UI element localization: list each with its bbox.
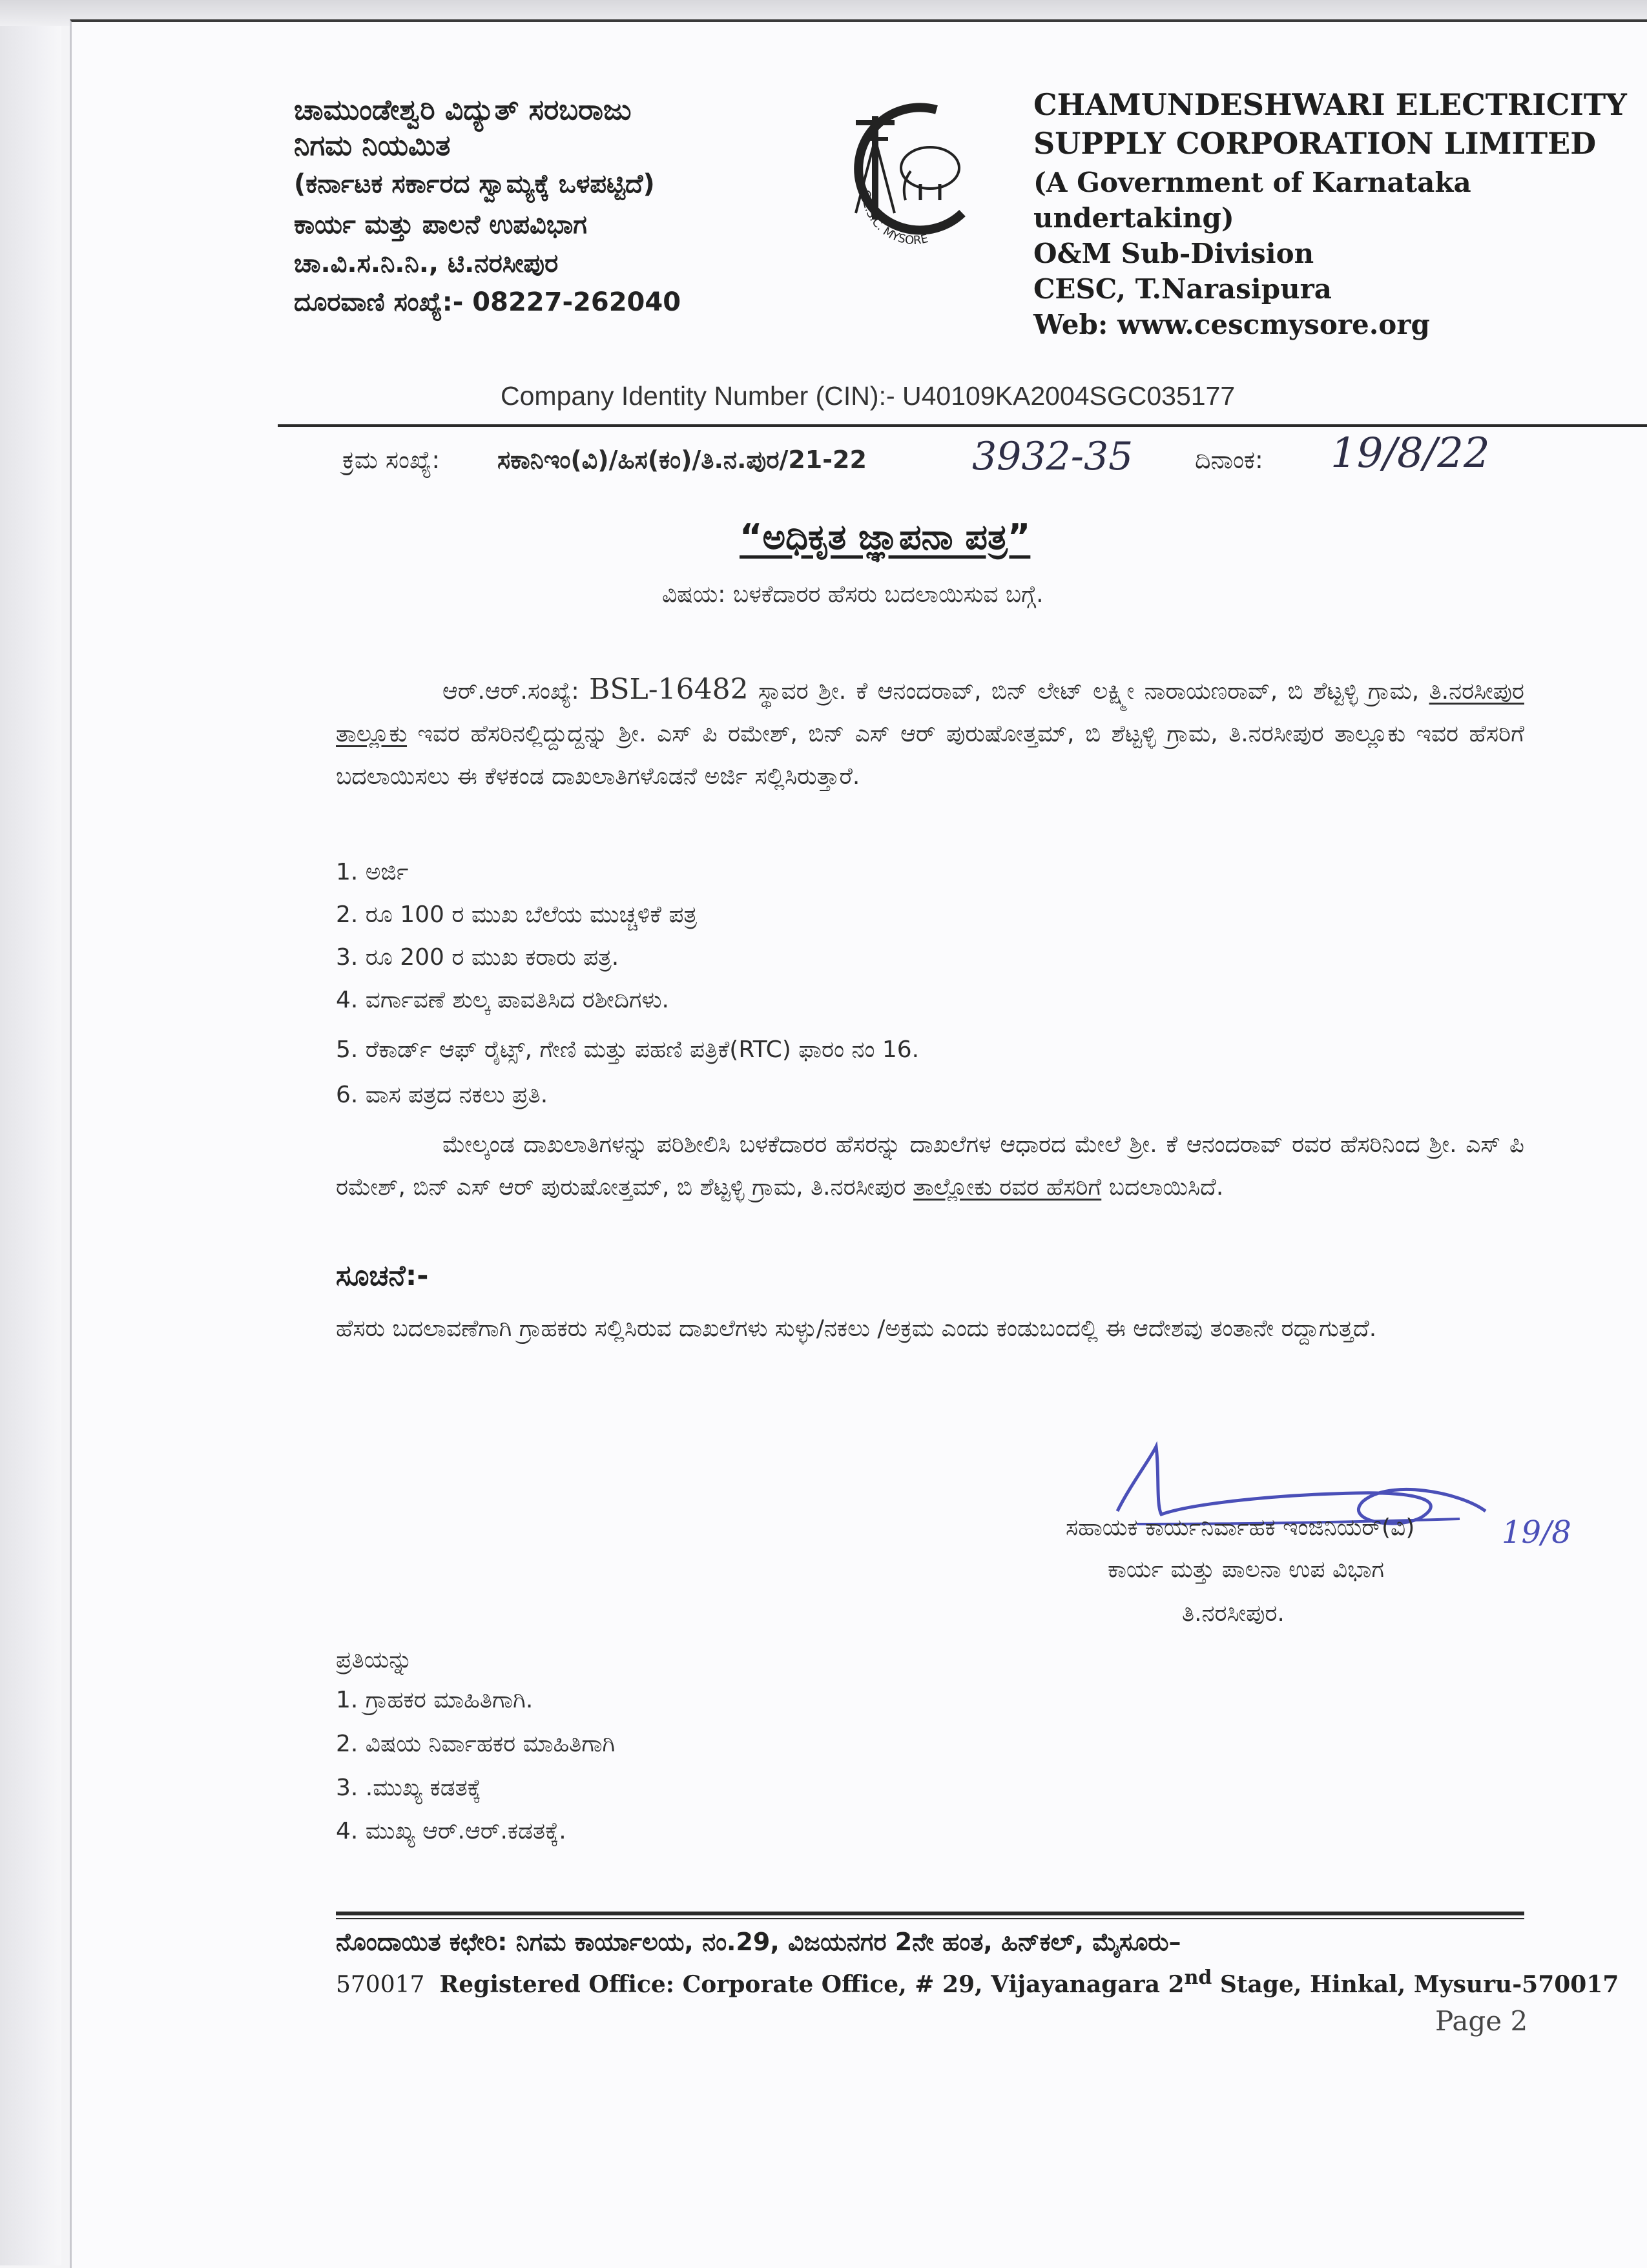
footer-kannada-address: ನೊಂದಾಯಿತ ಕಛೇರಿ: ನಿಗಮ ಕಾರ್ಯಾಲಯ, ನಂ.29, ವಿಜಯನಗರ 2ನೇ ಹಂತ, ಹಿನ್‌ಕಲ್, ಮೈಸೂರು– — [336, 1928, 1181, 1956]
signatory-office: ಕಾರ್ಯ ಮತ್ತು ಪಾಲನಾ ಉಪ ವಿಭಾಗ — [1108, 1556, 1384, 1583]
para2-text-b: ಬದಲಾಯಿಸಿದೆ. — [1108, 1174, 1224, 1201]
header-kannada-line: (ಕರ್ನಾಟಕ ಸರ್ಕಾರದ ಸ್ವಾಮ್ಯಕ್ಕೆ ಒಳಪಟ್ಟಿದೆ) — [294, 169, 655, 199]
scan-edge — [0, 0, 61, 2265]
signature-date: 19/8 — [1502, 1514, 1571, 1551]
memo-subject: ವಿಷಯ: ಬಳಕೆದಾರರ ಹೆಸರು ಬದಲಾಯಿಸುವ ಬಗ್ಗೆ. — [662, 581, 1044, 608]
document-item: 3. ರೂ 200 ರ ಮುಖ ಕರಾರು ಪತ್ರ. — [336, 944, 619, 971]
cesc-logo — [840, 84, 988, 258]
reference-label: ಕ್ರಮ ಸಂಖ್ಯೆ: — [342, 446, 440, 474]
cin-line: Company Identity Number (CIN):- U40109KA2004SGC035177 — [501, 381, 1236, 411]
copy-item: 1. ಗ್ರಾಹಕರ ಮಾಹಿತಿಗಾಗಿ. — [336, 1687, 533, 1713]
signature-mark — [1059, 1434, 1550, 1563]
copy-item: 4. ಮುಖ್ಯ ಆರ್.ಆರ್.ಕಡತಕ್ಕೆ. — [336, 1818, 566, 1844]
document-item: 4. ವರ್ಗಾವಣೆ ಶುಲ್ಕ ಪಾವತಿಸಿದ ರಶೀದಿಗಳು. — [336, 987, 669, 1013]
header-kannada-line: ಚಾಮುಂಡೇಶ್ವರಿ ವಿದ್ಯುತ್ ಸರಬರಾಜು — [294, 94, 632, 127]
copy-item: 3. .ಮುಖ್ಯ ಕಡತಕ್ಕೆ — [336, 1775, 481, 1801]
note-text: ಹೆಸರು ಬದಲಾವಣೆಗಾಗಿ ಗ್ರಾಹಕರು ಸಲ್ಲಿಸಿರುವ ದಾಖಲೆಗಳು ಸುಳ್ಳು/ನಕಲು /ಅಕ್ರಮ ಎಂದು ಕಂಡುಬಂದಲ್ಲಿ ಈ ಆದೇಶವು ತಂತಾನೇ ರದ್ದಾಗುತ್ತದೆ. — [336, 1315, 1377, 1342]
document-item: 2. ರೂ 100 ರ ಮುಖ ಬೆಲೆಯ ಮುಚ್ಚಳಿಕೆ ಪತ್ರ — [336, 902, 698, 928]
footer-address-post: Stage, Hinkal, Mysuru-570017 — [1212, 1971, 1619, 1998]
body-paragraph-1 — [336, 668, 1524, 798]
footer-rule — [336, 1912, 1524, 1915]
signatory-place: ತಿ.ನರಸೀಪುರ. — [1182, 1600, 1285, 1627]
date-label: ದಿನಾಂಕ: — [1195, 446, 1263, 474]
company-name-line: CHAMUNDESHWARI ELECTRICITY — [1033, 87, 1627, 122]
header-rule — [278, 424, 1647, 427]
header-kannada-line: ದೂರವಾಣಿ ಸಂಖ್ಯೆ:- 08227-262040 — [294, 287, 681, 317]
logo-text: C.E.S.C. MYSORE — [858, 189, 930, 248]
header-english-line: CESC, T.Narasipura — [1033, 273, 1332, 305]
rr-label: ಆರ್.ಆರ್.ಸಂಖ್ಯೆ: — [442, 678, 579, 705]
header-kannada-line: ಚಾ.ವಿ.ಸ.ನಿ.ನಿ., ಟಿ.ನರಸೀಪುರ — [294, 249, 559, 278]
signatory-designation: ಸಹಾಯಕ ಕಾರ್ಯನಿರ್ವಾಹಕ ಇಂಜಿನಿಯರ್(ವಿ) — [1066, 1514, 1415, 1541]
header-english-line: O&M Sub-Division — [1033, 238, 1314, 269]
body-paragraph-2 — [336, 1124, 1524, 1209]
header-kannada-line: ನಿಗಮ ನಿಯಮಿತ — [294, 129, 451, 162]
para1-text-a: ಸ್ಥಾವರ ಶ್ರೀ. ಕೆ ಆನಂದರಾವ್, ಬಿನ್ ಲೇಟ್ ಲಕ್ಷ್ಮೀ ನಾರಾಯಣರಾವ್, ಬಿ ಶೆಟ್ಟಳ್ಳಿ ಗ್ರಾಮ, — [758, 678, 1420, 705]
company-name-line: SUPPLY CORPORATION LIMITED — [1033, 126, 1597, 161]
footer-address-pre: Registered Office: Corporate Office, # 29, Vijayanagara 2 — [439, 1971, 1185, 1998]
page-number: Page 2 — [1435, 2005, 1528, 2037]
para2-text-a: ಮೇಲ್ಕಂಡ ದಾಖಲಾತಿಗಳನ್ನು ಪರಿಶೀಲಿಸಿ ಬಳಕೆದಾರರ ಹೆಸರನ್ನು ದಾಖಲೆಗಳ ಆಧಾರದ ಮೇಲೆ ಶ್ರೀ. ಕೆ ಆನಂದರಾವ್ ರವರ ಹೆಸರಿನಿಂದ ಶ್ರೀ. ಎಸ್ ಪಿ ರಮೇಶ್, ಬಿನ್ ಎಸ್ ಆರ್ ಪುರುಷೋತ್ತಮ್, ಬಿ ಶೆಟ್ಟಳ್ಳಿ ಗ್ರಾಮ, ತಿ.ನರಸೀಪುರ — [336, 1131, 1524, 1201]
document-item: 5. ರೆಕಾರ್ಡ್ ಆಫ್ ರೈಟ್ಸ್, ಗೇಣಿ ಮತ್ತು ಪಹಣಿ ಪತ್ರಿಕೆ(RTC) ಫಾರಂ ನಂ 16. — [336, 1036, 920, 1063]
para2-underlined: ತಾಲ್ಲೋಕು ರವರ ಹೆಸರಿಗೆ — [913, 1174, 1102, 1201]
rr-number: BSL-16482 — [589, 673, 749, 706]
footer-rule-thin — [336, 1918, 1524, 1919]
document-item: 1. ಅರ್ಜಿ — [336, 859, 409, 885]
footer-english-address — [336, 1966, 1619, 1998]
memo-title: “ಅಧಿಕೃತ ಜ್ಞಾಪನಾ ಪತ್ರ” — [740, 517, 1031, 557]
reference-number: ಸಕಾನಿಇಂ(ವಿ)/ಹಿಸ(ಕಂ)/ತಿ.ನ.ಪುರ/21-22 — [497, 446, 867, 474]
document-item: 6. ವಾಸ ಪತ್ರದ ನಕಲು ಪ್ರತಿ. — [336, 1082, 548, 1108]
footer-address-sup: nd — [1184, 1966, 1212, 1989]
copy-item: 2. ವಿಷಯ ನಿರ್ವಾಹಕರ ಮಾಹಿತಿಗಾಗಿ — [336, 1731, 616, 1757]
copies-heading: ಪ್ರತಿಯನ್ನು — [336, 1647, 413, 1673]
header-kannada-line: ಕಾರ್ಯ ಮತ್ತು ಪಾಲನೆ ಉಪವಿಭಾಗ — [294, 210, 587, 240]
para1-text-b: ಇವರ ಹೆಸರಿನಲ್ಲಿದ್ದುದ್ದನ್ನು ಶ್ರೀ. ಎಸ್ ಪಿ ರಮೇಶ್, ಬಿನ್ ಎಸ್ ಆರ್ ಪುರುಷೋತ್ತಮ್, ಬಿ ಶೆಟ್ಟಳ್ಳಿ ಗ್ರಾಮ, ತಿ.ನರಸೀಪುರ ತಾಲ್ಲೂಕು ಇವರ ಹೆಸರಿಗೆ ಬದಲಾಯಿಸಲು ಈ ಕೆಳಕಂಡ ದಾಖಲಾತಿಗಳೊಡನೆ ಅರ್ಜಿ ಸಲ್ಲಿಸಿರುತ್ತಾರೆ. — [336, 721, 1524, 790]
handwritten-date: 19/8/22 — [1331, 429, 1490, 477]
para1-underlined: ತಿ.ನರಸೀಪುರ ತಾಲ್ಲೂಕು — [336, 678, 1524, 747]
footer-pin: 570017 — [336, 1972, 425, 1998]
website-line: Web: www.cescmysore.org — [1033, 309, 1430, 340]
handwritten-ref-number: 3932-35 — [972, 434, 1134, 479]
header-english-line: undertaking) — [1033, 202, 1234, 234]
header-english-line: (A Government of Karnataka — [1033, 167, 1471, 198]
note-heading: ಸೂಚನೆ:- — [336, 1259, 429, 1292]
